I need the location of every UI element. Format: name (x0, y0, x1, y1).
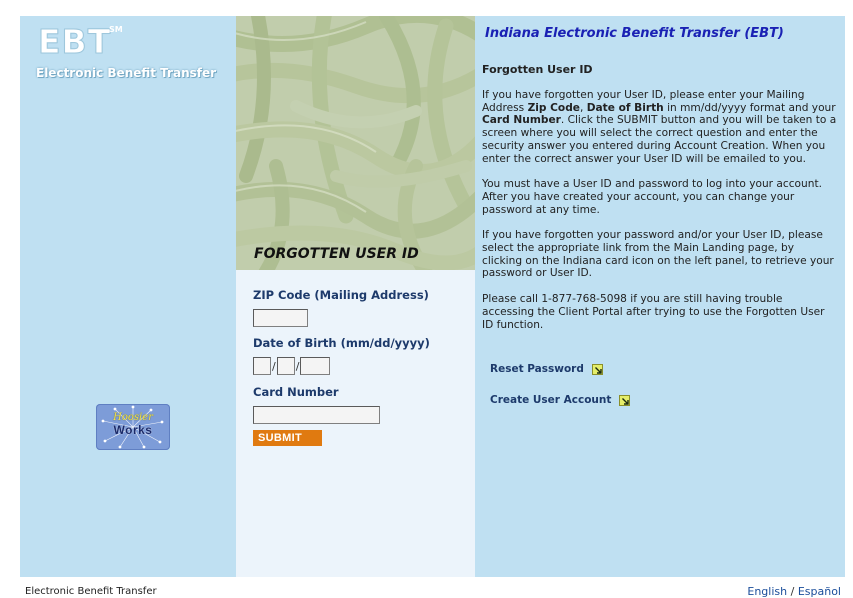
footer-site-name: Electronic Benefit Transfer (25, 586, 157, 597)
create-user-account-link[interactable]: Create User Account (490, 394, 612, 406)
dob-month-input[interactable] (253, 357, 271, 375)
english-link[interactable]: English (747, 585, 788, 598)
dob-year-input[interactable] (300, 357, 330, 375)
dob-day-input[interactable] (277, 357, 295, 375)
form-column (236, 16, 475, 577)
espanol-link[interactable]: Español (797, 585, 841, 598)
language-separator: / (790, 585, 795, 598)
dob-label: Date of Birth (mm/dd/yyyy) (253, 336, 430, 350)
zip-label: ZIP Code (Mailing Address) (253, 288, 429, 302)
green-beans-image-icon (236, 16, 475, 270)
ebt-logo-subtitle: Electronic Benefit Transfer (36, 66, 217, 80)
info-panel (475, 16, 845, 577)
page-container (20, 16, 845, 577)
info-paragraph-1: If you have forgotten your User ID, please enter your Mailing Address Zip Code, Date of Birth in mm/dd/yyyy format and your Card Number. Click the SUBMIT button and you will be taken to a screen where you will select the correct question and enter the security answer you entered during Account Creation. When you enter the correct answer your User ID will be emailed to you. (482, 89, 837, 165)
info-paragraph-3: If you have forgotten your password and/or your User ID, please select the appropriate link from the Main Landing page, by clicking on the Indiana card icon on the left panel, to retrieve your password or User ID. (482, 229, 834, 280)
green-beans-photo (236, 16, 475, 270)
info-paragraph-4: Please call 1-877-768-5098 if you are still having trouble accessing the Client Portal after trying to use the Forgotten User ID function. (482, 293, 825, 331)
hoosier-works-logo[interactable] (96, 404, 170, 450)
page-title: FORGOTTEN USER ID (254, 246, 419, 262)
card-number-label: Card Number (253, 385, 339, 399)
language-switcher (747, 585, 841, 598)
info-title: Indiana Electronic Benefit Transfer (EBT) (485, 26, 784, 41)
dob-separator: / (295, 359, 300, 373)
info-paragraph-2: You must have a User ID and password to log into your account. After you have created your account, you can change your password at any time. (482, 178, 822, 216)
reset-password-link[interactable]: Reset Password (490, 363, 584, 375)
info-subtitle: Forgotten User ID (482, 63, 593, 76)
create-account-row (490, 394, 630, 406)
dob-fields (253, 356, 463, 376)
reset-password-row (490, 363, 603, 375)
info-body (482, 89, 837, 344)
ebt-logo[interactable]: EBT (38, 22, 112, 61)
card-number-input[interactable] (253, 406, 380, 424)
arrow-link-icon[interactable] (592, 364, 603, 375)
dob-separator: / (272, 359, 276, 373)
hoosier-works-line2: Works (113, 423, 153, 437)
left-panel (20, 16, 236, 577)
ebt-logo-service-mark: SM (109, 25, 123, 34)
hoosier-works-line1: Hoosier (113, 412, 153, 423)
forgotten-user-id-form (253, 288, 463, 446)
zip-code-input[interactable] (253, 309, 308, 327)
arrow-link-icon[interactable] (619, 395, 630, 406)
submit-button[interactable]: SUBMIT (253, 430, 322, 446)
